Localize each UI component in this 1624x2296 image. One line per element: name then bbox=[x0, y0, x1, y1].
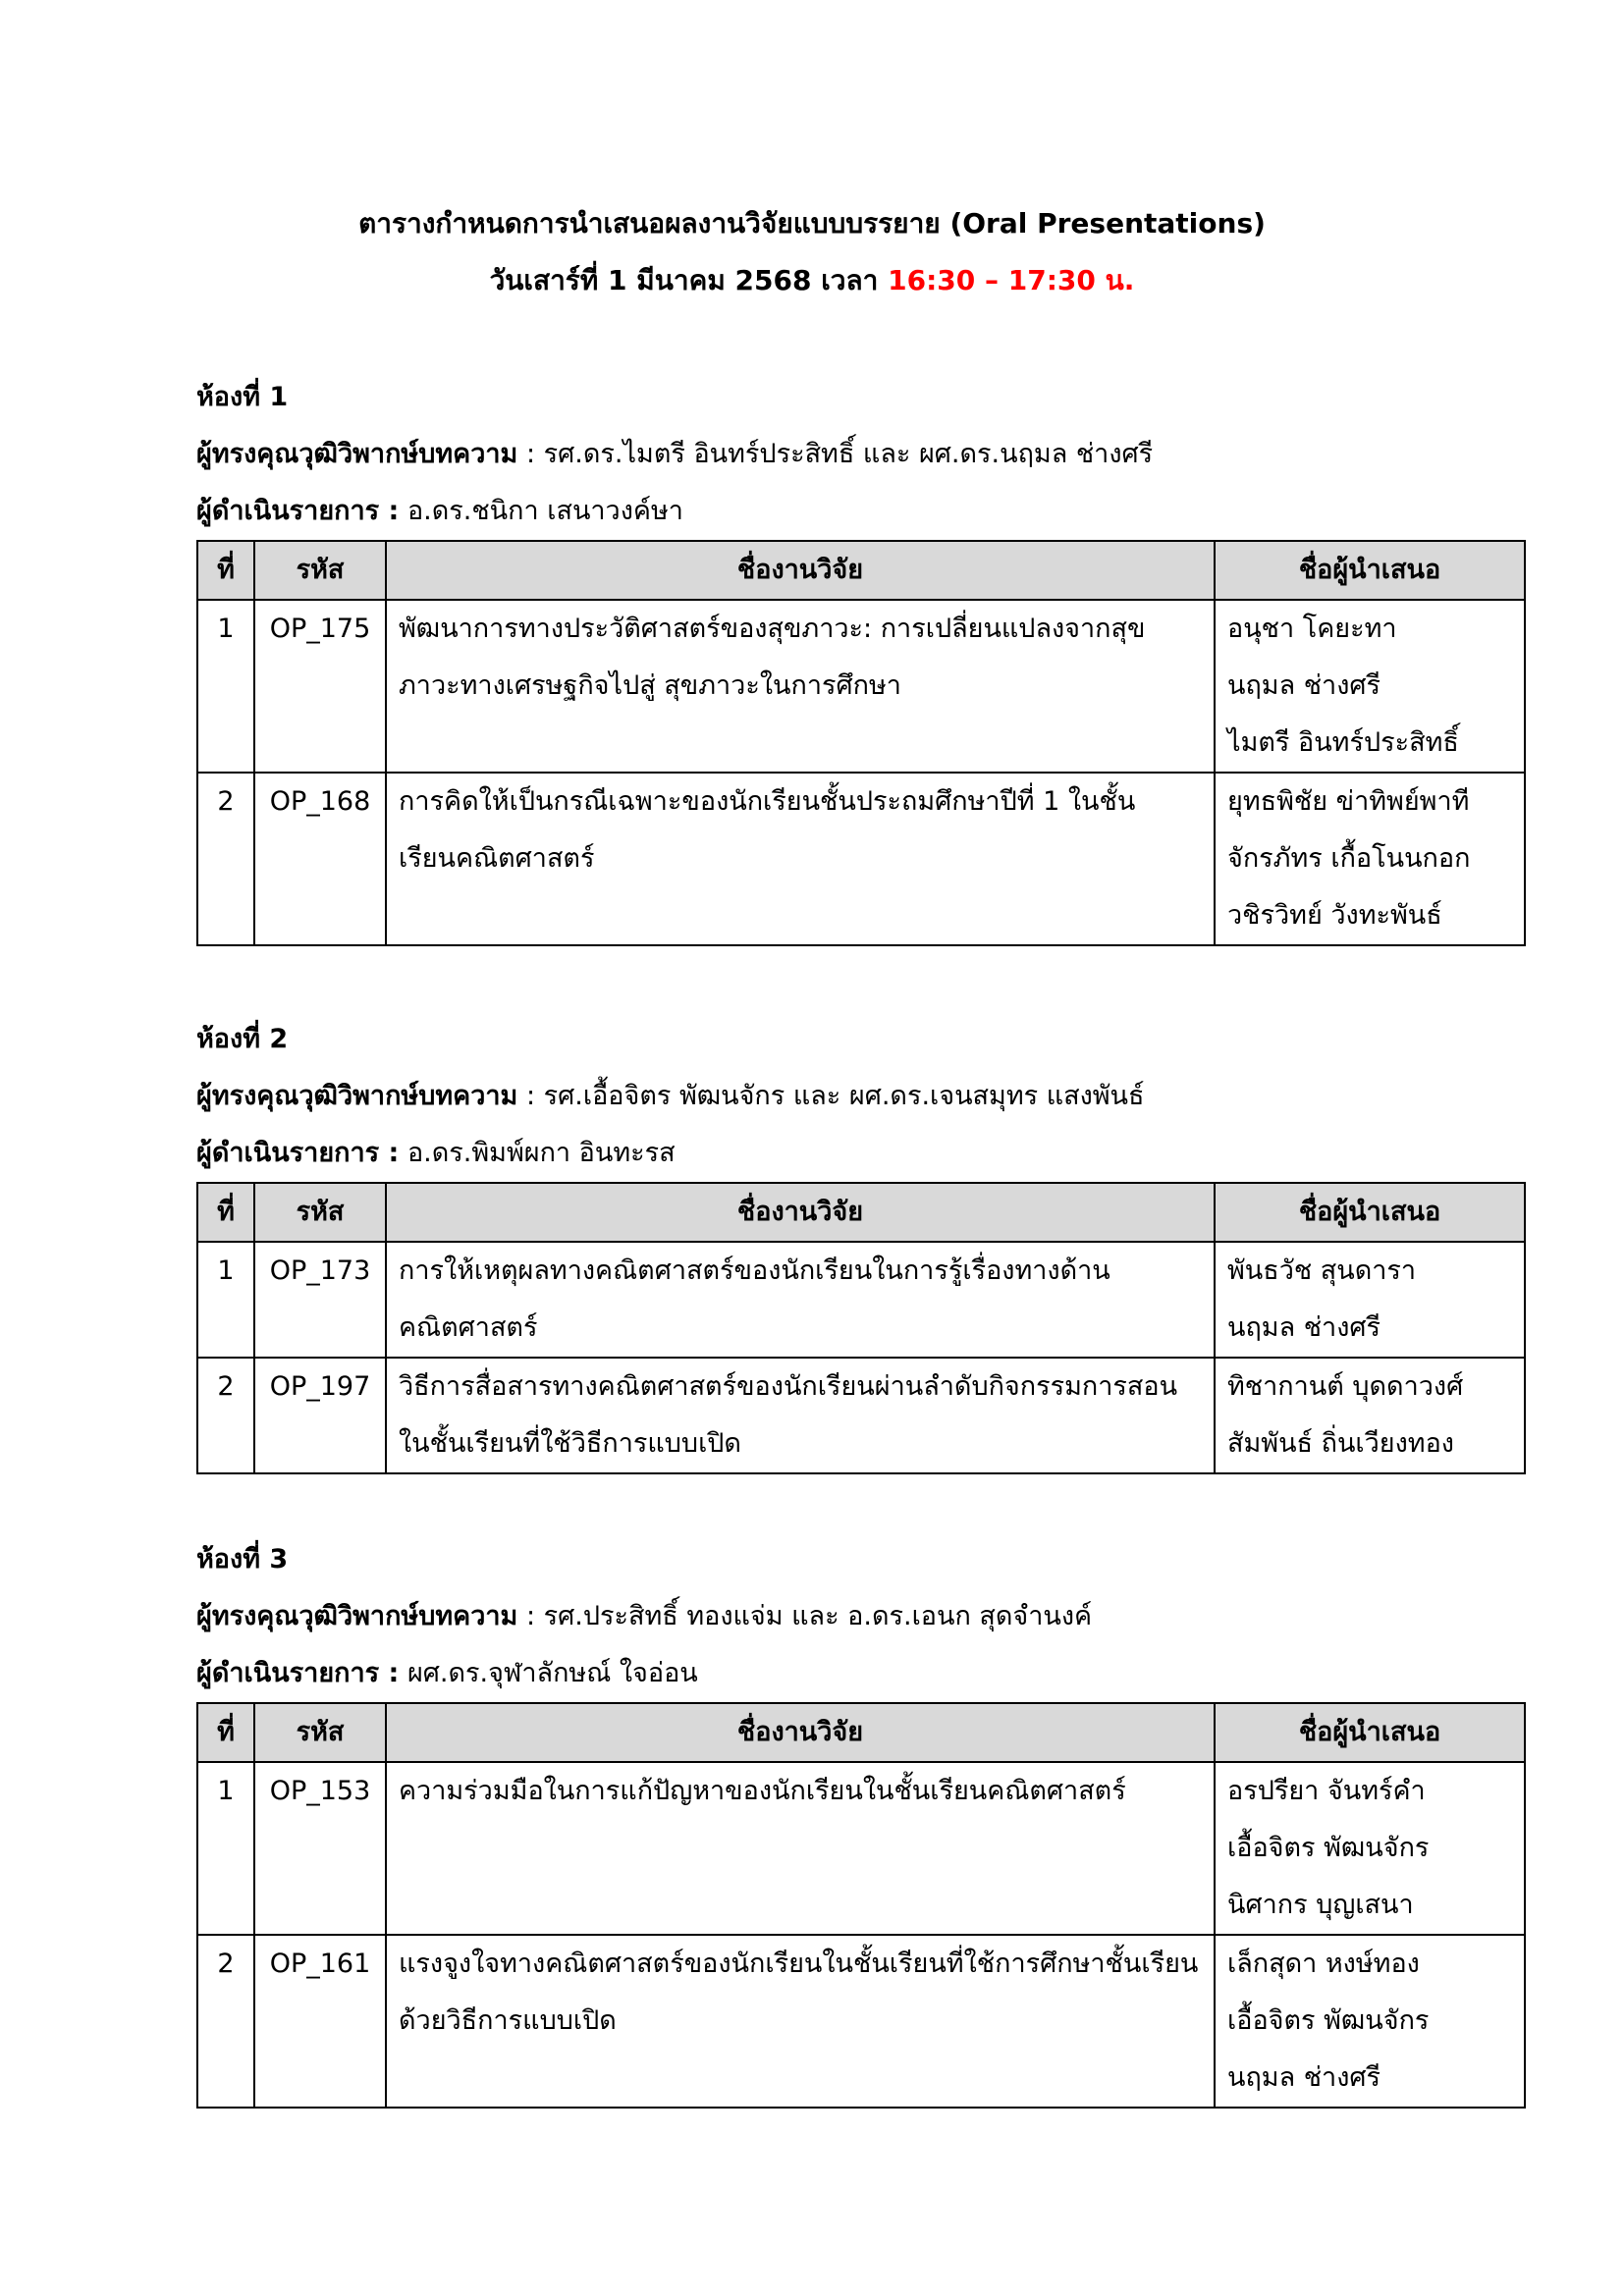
presenter-name: นิศากร บุญเสนา bbox=[1227, 1890, 1414, 1920]
paper-title bbox=[386, 1242, 1215, 1358]
presenter-name: นฤมล ช่างศรี bbox=[1227, 670, 1381, 701]
row-number: 2 bbox=[197, 1358, 254, 1473]
reviewers-label: ผู้ทรงคุณวุฒิวิพากษ์บทความ bbox=[196, 1601, 518, 1631]
paper-code: OP_161 bbox=[254, 1935, 386, 2108]
page-subtitle bbox=[0, 261, 1624, 300]
paper-title bbox=[386, 773, 1215, 945]
paper-code: OP_153 bbox=[254, 1762, 386, 1935]
presenter-name: พันธวัช สุนดารา bbox=[1227, 1255, 1417, 1286]
moderator-value: อ.ดร.ชนิกา เสนาวงค์ษา bbox=[399, 496, 683, 526]
reviewers-value: : รศ.ประสิทธิ์ ทองแจ่ม และ อ.ดร.เอนก สุดจำนงค์ bbox=[517, 1601, 1093, 1631]
table-row bbox=[197, 1935, 1525, 2108]
presenter-name: เล็กสุดา หงษ์ทอง bbox=[1227, 1949, 1420, 1979]
paper-title bbox=[386, 600, 1215, 773]
schedule-table bbox=[196, 1702, 1526, 2109]
reviewers-line bbox=[196, 426, 1524, 483]
title-line: ภาวะทางเศรษฐกิจไปสู่ สุขภาวะในการศึกษา bbox=[399, 670, 901, 701]
presenter-name: สัมพันธ์ ถิ่นเวียงทอง bbox=[1227, 1428, 1454, 1459]
col-header-no: ที่ bbox=[197, 541, 254, 600]
presenter-name: นฤมล ช่างศรี bbox=[1227, 1312, 1381, 1343]
presenters bbox=[1215, 773, 1525, 945]
moderator-line bbox=[196, 483, 1524, 540]
title-line: คณิตศาสตร์ bbox=[399, 1312, 538, 1343]
moderator-value: อ.ดร.พิมพ์ผกา อินทะรส bbox=[399, 1138, 676, 1168]
presenter-name: อนุชา โคยะทา bbox=[1227, 614, 1397, 644]
schedule-table bbox=[196, 540, 1526, 946]
row-number: 1 bbox=[197, 1762, 254, 1935]
row-number: 1 bbox=[197, 600, 254, 773]
table-row bbox=[197, 600, 1525, 773]
col-header-presenter: ชื่อผู้นำเสนอ bbox=[1215, 1703, 1525, 1762]
time-text: 16:30 – 17:30 น. bbox=[888, 264, 1135, 296]
reviewers-line bbox=[196, 1588, 1524, 1645]
title-line: ด้วยวิธีการแบบเปิด bbox=[399, 2005, 617, 2036]
title-line: ความร่วมมือในการแก้ปัญหาของนักเรียนในชั้นเรียนคณิตศาสตร์ bbox=[399, 1776, 1126, 1806]
table-row bbox=[197, 773, 1525, 945]
title-line: แรงจูงใจทางคณิตศาสตร์ของนักเรียนในชั้นเรียนที่ใช้การศึกษาชั้นเรียน bbox=[399, 1949, 1199, 1979]
schedule-table bbox=[196, 1182, 1526, 1474]
reviewers-label: ผู้ทรงคุณวุฒิวิพากษ์บทความ bbox=[196, 439, 518, 469]
paper-title bbox=[386, 1358, 1215, 1473]
presenter-name: วชิรวิทย์ วังทะพันธ์ bbox=[1227, 900, 1442, 931]
moderator-label: ผู้ดำเนินรายการ : bbox=[196, 1658, 400, 1688]
presenter-name: นฤมล ช่างศรี bbox=[1227, 2062, 1381, 2093]
title-line: การคิดให้เป็นกรณีเฉพาะของนักเรียนชั้นประถมศึกษาปีที่ 1 ในชั้น bbox=[399, 786, 1136, 817]
presenters bbox=[1215, 1935, 1525, 2108]
title-line: พัฒนาการทางประวัติศาสตร์ของสุขภาวะ: การเปลี่ยนแปลงจากสุข bbox=[399, 614, 1146, 644]
reviewers-label: ผู้ทรงคุณวุฒิวิพากษ์บทความ bbox=[196, 1081, 518, 1111]
col-header-title: ชื่องานวิจัย bbox=[386, 541, 1215, 600]
moderator-line bbox=[196, 1645, 1524, 1702]
col-header-no: ที่ bbox=[197, 1703, 254, 1762]
presenters bbox=[1215, 600, 1525, 773]
table-row bbox=[197, 1242, 1525, 1358]
presenter-name: เอื้อจิตร พัฒนจักร bbox=[1227, 1833, 1430, 1863]
row-number: 2 bbox=[197, 773, 254, 945]
reviewers-value: : รศ.ดร.ไมตรี อินทร์ประสิทธิ์ และ ผศ.ดร.นฤมล ช่างศรี bbox=[517, 439, 1154, 469]
moderator-value: ผศ.ดร.จุฬาลักษณ์ ใจอ่อน bbox=[399, 1658, 698, 1688]
col-header-presenter: ชื่อผู้นำเสนอ bbox=[1215, 1183, 1525, 1242]
reviewers-line bbox=[196, 1068, 1524, 1125]
paper-title bbox=[386, 1935, 1215, 2108]
room-heading: ห้องที่ 2 bbox=[196, 1024, 289, 1054]
row-number: 1 bbox=[197, 1242, 254, 1358]
page-title: ตารางกำหนดการนำเสนอผลงานวิจัยแบบบรรยาย (Oral Presentations) bbox=[358, 207, 1266, 240]
title-line: ในชั้นเรียนที่ใช้วิธีการแบบเปิด bbox=[399, 1428, 741, 1459]
table-header-row bbox=[197, 1183, 1525, 1242]
paper-code: OP_173 bbox=[254, 1242, 386, 1358]
title-line: วิธีการสื่อสารทางคณิตศาสตร์ของนักเรียนผ่านลำดับกิจกรรมการสอน bbox=[399, 1371, 1178, 1402]
col-header-code: รหัส bbox=[254, 541, 386, 600]
presenters bbox=[1215, 1358, 1525, 1473]
moderator-label: ผู้ดำเนินรายการ : bbox=[196, 496, 400, 526]
presenter-name: จักรภัทร เกื้อโนนกอก bbox=[1227, 843, 1471, 874]
table-header-row bbox=[197, 1703, 1525, 1762]
table-row bbox=[197, 1762, 1525, 1935]
paper-code: OP_197 bbox=[254, 1358, 386, 1473]
col-header-title: ชื่องานวิจัย bbox=[386, 1703, 1215, 1762]
presenter-name: ทิชากานต์ บุดดาวงศ์ bbox=[1227, 1371, 1464, 1402]
room-section-1 bbox=[196, 369, 1524, 946]
presenter-name: ไมตรี อินทร์ประสิทธิ์ bbox=[1227, 727, 1459, 758]
paper-code: OP_175 bbox=[254, 600, 386, 773]
room-section-3 bbox=[196, 1531, 1524, 2109]
reviewers-value: : รศ.เอื้อจิตร พัฒนจักร และ ผศ.ดร.เจนสมุทร แสงพันธ์ bbox=[517, 1081, 1145, 1111]
presenter-name: อรปรียา จันทร์คำ bbox=[1227, 1776, 1426, 1806]
moderator-line bbox=[196, 1125, 1524, 1182]
col-header-title: ชื่องานวิจัย bbox=[386, 1183, 1215, 1242]
table-row bbox=[197, 1358, 1525, 1473]
room-heading: ห้องที่ 3 bbox=[196, 1544, 289, 1575]
presenter-name: ยุทธพิชัย ข่าทิพย์พาที bbox=[1227, 786, 1470, 817]
date-text: วันเสาร์ที่ 1 มีนาคม 2568 เวลา bbox=[489, 264, 879, 296]
paper-title bbox=[386, 1762, 1215, 1935]
title-line: เรียนคณิตศาสตร์ bbox=[399, 843, 595, 874]
col-header-no: ที่ bbox=[197, 1183, 254, 1242]
presenter-name: เอื้อจิตร พัฒนจักร bbox=[1227, 2005, 1430, 2036]
presenters bbox=[1215, 1242, 1525, 1358]
room-heading: ห้องที่ 1 bbox=[196, 382, 289, 412]
row-number: 2 bbox=[197, 1935, 254, 2108]
moderator-label: ผู้ดำเนินรายการ : bbox=[196, 1138, 400, 1168]
col-header-code: รหัส bbox=[254, 1703, 386, 1762]
room-section-2 bbox=[196, 1011, 1524, 1474]
presenters bbox=[1215, 1762, 1525, 1935]
col-header-presenter: ชื่อผู้นำเสนอ bbox=[1215, 541, 1525, 600]
col-header-code: รหัส bbox=[254, 1183, 386, 1242]
title-line: การให้เหตุผลทางคณิตศาสตร์ของนักเรียนในการรู้เรื่องทางด้าน bbox=[399, 1255, 1110, 1286]
table-header-row bbox=[197, 541, 1525, 600]
paper-code: OP_168 bbox=[254, 773, 386, 945]
